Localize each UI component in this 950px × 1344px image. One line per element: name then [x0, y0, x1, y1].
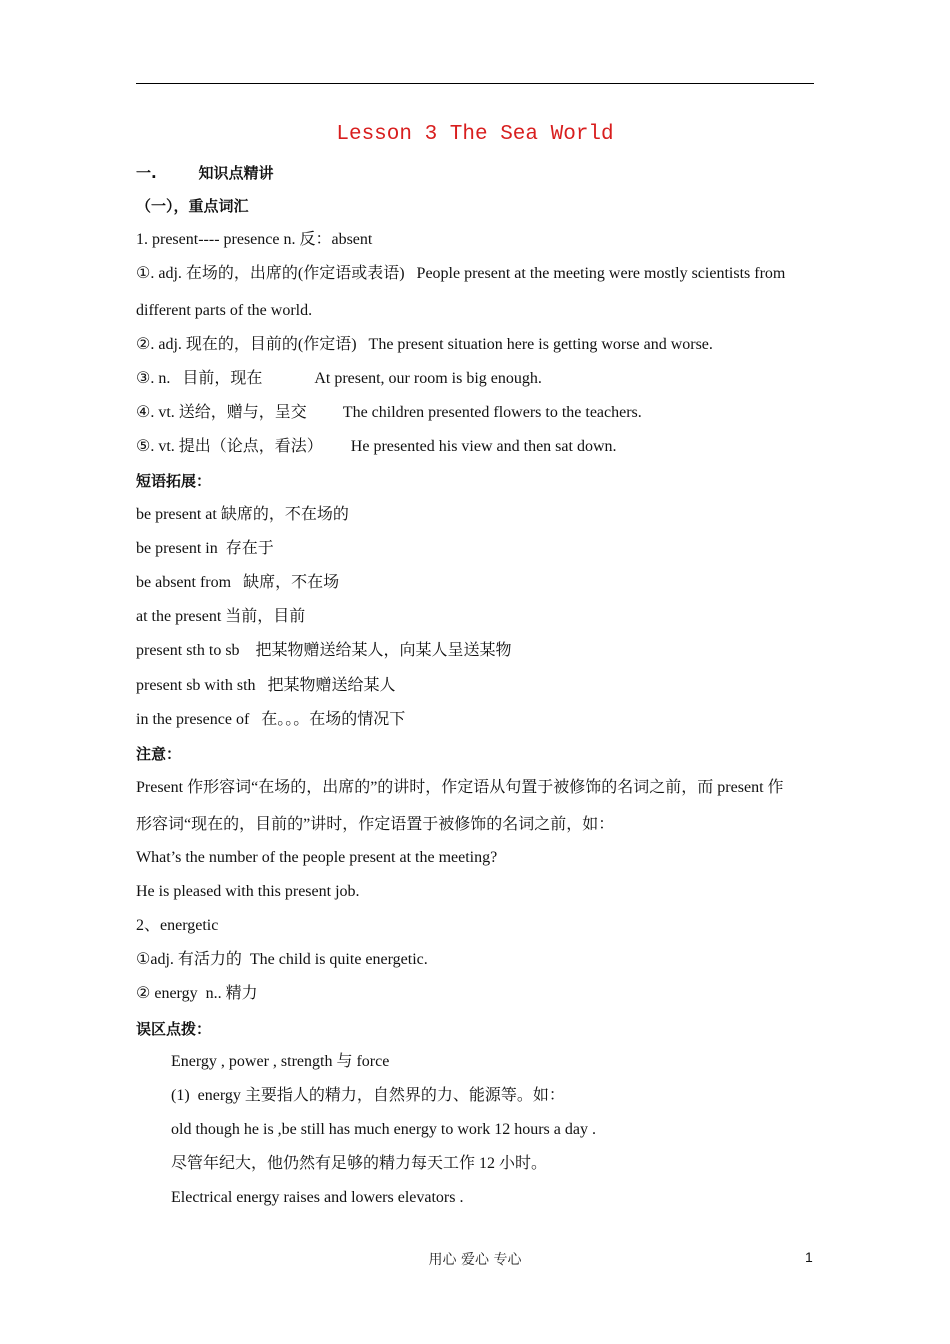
- page-footer: 用心 爱心 专心: [428, 1252, 522, 1268]
- vocab-item: 1. present---- presence n. 反：absent: [136, 231, 373, 248]
- definition-line: ①adj. 有活力的 The child is quite energetic.: [136, 951, 428, 968]
- example-line: What’s the number of the people present at the meeting?: [136, 849, 498, 866]
- subsection-heading: （一），重点词汇: [136, 197, 249, 215]
- example-line: He is pleased with this present job.: [136, 883, 360, 900]
- phrase-line: in the presence of 在。。。在场的情况下: [136, 711, 406, 728]
- definition-line: ②. adj. 现在的，目前的(作定语) The present situation here is getting worse and worse.: [136, 336, 713, 353]
- note-line: 形容词“现在的，目前的”讲时，作定语置于被修饰的名词之前，如：: [136, 816, 615, 833]
- example-line: 尽管年纪大，他仍然有足够的精力每天工作 12 小时。: [171, 1155, 548, 1172]
- pitfall-line: Energy , power , strength 与 force: [171, 1053, 390, 1070]
- definition-line: ② energy n.. 精力: [136, 985, 258, 1002]
- definition-line: ③. n. 目前，现在 At present, our room is big enough.: [136, 370, 542, 387]
- phrase-line: present sb with sth 把某物赠送给某人: [136, 677, 396, 694]
- header-rule: [136, 83, 814, 84]
- example-line: Electrical energy raises and lowers elevators .: [171, 1189, 464, 1206]
- pitfall-line: (1) energy 主要指人的精力，自然界的力、能源等。如：: [171, 1087, 565, 1104]
- phrase-line: at the present 当前，目前: [136, 608, 306, 625]
- vocab-item: 2、energetic: [136, 917, 219, 934]
- phrase-line: be present in 存在于: [136, 540, 274, 557]
- definition-line: ⑤. vt. 提出（论点，看法） He presented his view and then sat down.: [136, 438, 617, 455]
- phrase-line: be present at 缺席的，不在场的: [136, 506, 349, 523]
- phrase-heading: 短语拓展：: [136, 472, 212, 490]
- page-title: Lesson 3 The Sea World: [336, 123, 614, 146]
- note-heading: 注意：: [136, 745, 182, 763]
- section-heading: 一. 知识点精讲: [136, 164, 274, 182]
- example-line: old though he is ,be still has much energy to work 12 hours a day .: [171, 1121, 596, 1138]
- definition-line: ①. adj. 在场的，出席的(作定语或表语) People present at the meeting were mostly scientists from: [136, 265, 786, 282]
- definition-line: different parts of the world.: [136, 302, 313, 319]
- note-line: Present 作形容词“在场的，出席的”的讲时，作定语从句置于被修饰的名词之前，而 present 作: [136, 779, 784, 796]
- phrase-line: present sth to sb 把某物赠送给某人，向某人呈送某物: [136, 642, 512, 659]
- phrase-line: be absent from 缺席，不在场: [136, 574, 340, 591]
- page-number: 1: [805, 1249, 813, 1265]
- definition-line: ④. vt. 送给，赠与，呈交 The children presented flowers to the teachers.: [136, 404, 642, 421]
- pitfall-heading: 误区点拨：: [136, 1020, 212, 1038]
